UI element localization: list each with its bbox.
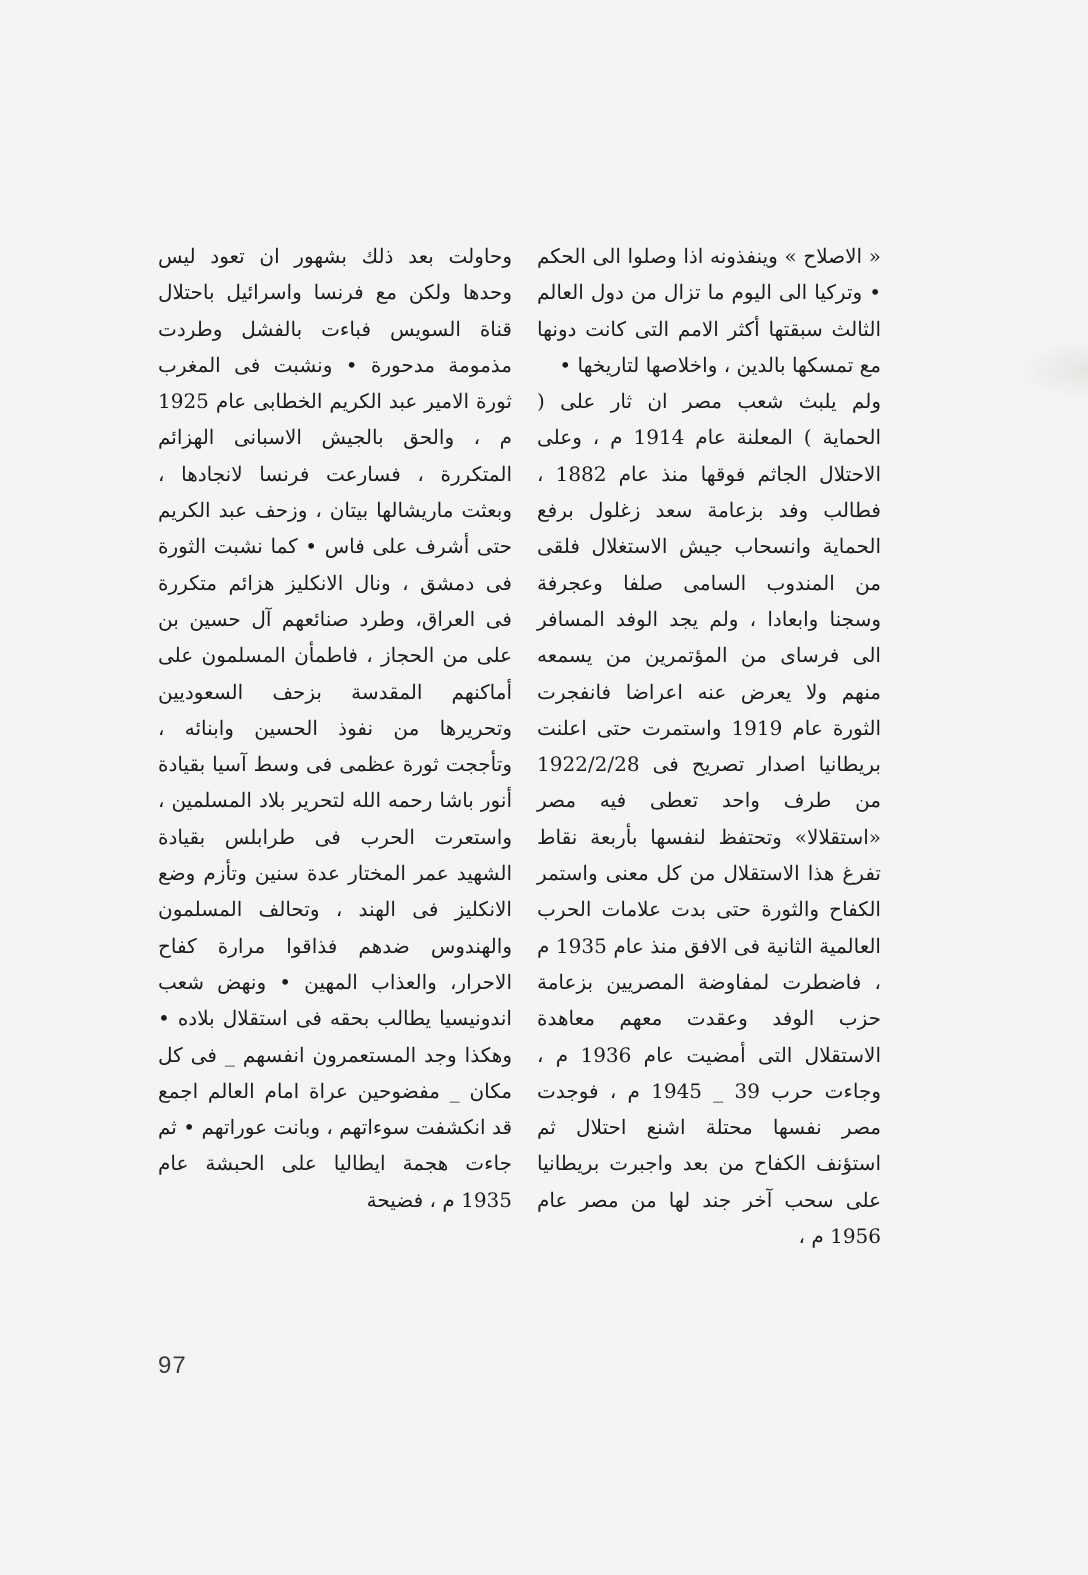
page-number: 97: [158, 1352, 187, 1379]
right-text-column: [537, 238, 881, 1254]
right-paragraph-1: « الاصلاح » وينفذونه اذا وصلوا الى الحكم • وتركيا الى اليوم ما تزال من دول العالم الثالث سبقتها أكثر الامم التى كانت دونها مع تمسكها بالدين ، واخلاصها لتاريخها •: [537, 244, 881, 377]
scan-shadow: [1018, 340, 1088, 400]
left-paragraph-1: وحاولت بعد ذلك بشهور ان تعود ليس وحدها ولكن مع فرنسا واسرائيل باحتلال قناة السويس فباءت بالفشل وطردت مذمومة مدحورة • ونشبت فى المغرب ثورة الامير عبد الكريم الخطابى عام 1925 م ، والحق بالجيش الاسبانى الهزائم المتكررة ، فسارعت فرنسا لانجادها ، وبعثت ماريشالها بيتان ، وزحف عبد الكريم حتى أشرف على فاس • كما نشبت الثورة فى دمشق ، ونال الانكليز هزائم متكررة فى العراق، وطرد صنائعهم آل حسين بن على من الحجاز ، فاطمأن المسلمون على أماكنهم المقدسة بزحف السعوديين وتحريرها من نفوذ الحسين وابنائه ، وتأججت ثورة عظمى فى وسط آسيا بقيادة أنور باشا رحمه الله لتحرير بلاد المسلمين ، واستعرت الحرب فى طرابلس بقيادة الشهيد عمر المختار عدة سنين وتأزم وضع الانكليز فى الهند ، وتحالف المسلمون والهندوس ضدهم فذاقوا مرارة كفاح الاحرار، والعذاب المهين • ونهض شعب اندونيسيا يطالب بحقه فى استقلال بلاده • وهكذا وجد المستعمرون انفسهم _ فى كل مكان _ مفضوحين عراة امام العالم اجمع قد انكشفت سوءاتهم ، وبانت عوراتهم • ثم جاءت هجمة ايطاليا على الحبشة عام 1935 م ، فضيحة: [158, 244, 512, 1212]
left-text-column: [158, 238, 512, 1218]
right-paragraph-2: ولم يلبث شعب مصر ان ثار على ( الحماية ) المعلنة عام 1914 م ، وعلى الاحتلال الجاثم فوقها منذ عام 1882 ، فطالب وفد بزعامة سعد زغلول برفع الحماية وانسحاب جيش الاستغلال فلقى من المندوب السامى صلفا وعجرفة وسجنا وابعادا ، ولم يجد الوفد المسافر الى فرساى من المؤتمرين من يسمعه منهم ولا يعرض عنه اعراضا فانفجرت الثورة عام 1919 واستمرت حتى اعلنت بريطانيا اصدار تصريح فى 1922/2/28 من طرف واحد تعطى فيه مصر «استقلالا» وتحتفظ لنفسها بأربعة نقاط تفرغ هذا الاستقلال من كل معنى واستمر الكفاح والثورة حتى بدت علامات الحرب العالمية الثانية فى الافق منذ عام 1935 م ، فاضطرت لمفاوضة المصريين بزعامة حزب الوفد وعقدت معهم معاهدة الاستقلال التى أمضيت عام 1936 م ، وجاءت حرب 39 _ 1945 م ، فوجدت مصر نفسها محتلة اشنع احتلال ثم استؤنف الكفاح من بعد واجبرت بريطانيا على سحب آخر جند لها من مصر عام 1956 م ،: [537, 389, 882, 1249]
